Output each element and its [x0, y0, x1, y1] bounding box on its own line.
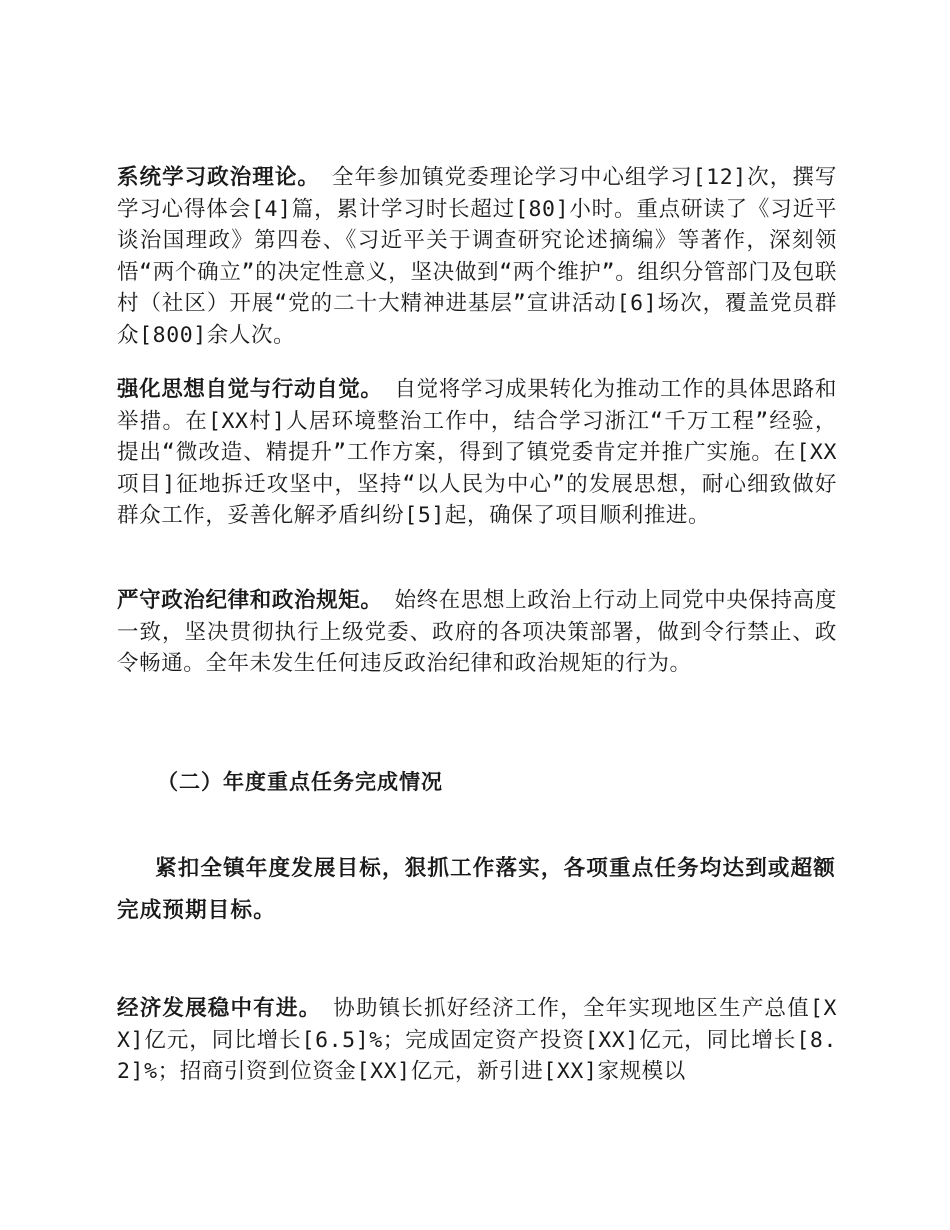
paragraph-political-theory: [117, 162, 837, 351]
paragraph-lead: 严守政治纪律和政治规矩。: [117, 588, 383, 613]
paragraph-lead: 系统学习政治理论。: [117, 165, 320, 190]
paragraph-political-discipline: [117, 585, 837, 680]
section-heading: （二）年度重点任务完成情况: [157, 770, 443, 794]
paragraph-body: 协助镇长抓好经济工作，全年实现地区生产总值[XX]亿元，同比增长[6.5]%；完成固定资产投资[XX]亿元，同比增长[8.2]%；招商引资到位资金[XX]亿元，新引进[XX]家规模以: [117, 996, 837, 1084]
paragraph-economic-development: [117, 993, 837, 1088]
paragraph-body: 始终在思想上政治上行动上同党中央保持高度一致，坚决贯彻执行上级党委、政府的各项决策部署，做到令行禁止、政令畅通。全年未发生任何违反政治纪律和政治规矩的行为。: [117, 588, 837, 676]
paragraph-ideological-awareness: [117, 374, 837, 532]
paragraph-body: 自觉将学习成果转化为推动工作的具体思路和举措。在[XX村]人居环境整治工作中，结合学习浙江“千万工程”经验，提出“微改造、精提升”工作方案，得到了镇党委肯定并推广实施。在[XX项目]征地拆迁攻坚中，坚持“以人民为中心”的发展思想，耐心细致做好群众工作，妥善化解矛盾纠纷[5]起，确保了项目顺利推进。: [117, 377, 837, 528]
paragraph-body: 全年参加镇党委理论学习中心组学习[12]次，撰写学习心得体会[4]篇，累计学习时长超过[80]小时。重点研读了《习近平谈治国理政》第四卷、《习近平关于调查研究论述摘编》等著作，深刻领悟“两个确立”的决定性意义，坚决做到“两个维护”。组织分管部门及包联村（社区）开展“党的二十大精神进基层”宣讲活动[6]场次，覆盖党员群众[800]余人次。: [117, 165, 837, 348]
section-intro: 紧扣全镇年度发展目标，狠抓工作落实，各项重点任务均达到或超额完成预期目标。: [117, 856, 837, 923]
paragraph-lead: 强化思想自觉与行动自觉。: [117, 377, 383, 402]
paragraph-lead: 经济发展稳中有进。: [117, 996, 322, 1021]
